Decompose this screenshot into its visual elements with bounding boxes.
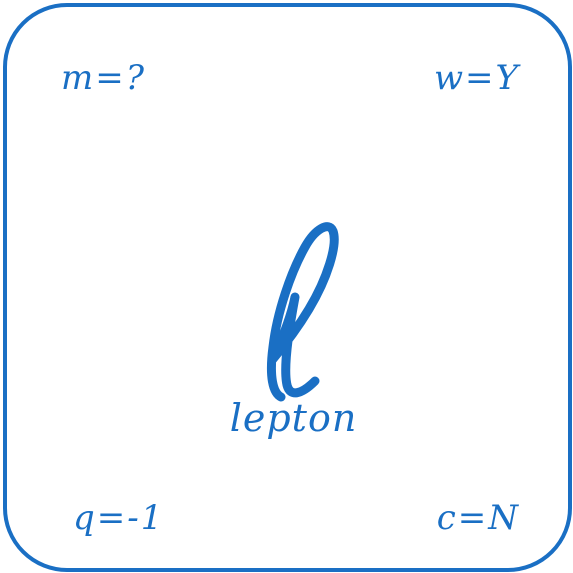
color-charge-label: c=N (436, 498, 520, 538)
particle-card (3, 3, 572, 572)
particle-name: lepton (229, 396, 358, 440)
charge-label: q=-1 (73, 498, 165, 538)
mass-label: m=? (61, 58, 146, 98)
script-l-icon (243, 217, 343, 402)
weak-interaction-label: w=Y (433, 58, 520, 98)
